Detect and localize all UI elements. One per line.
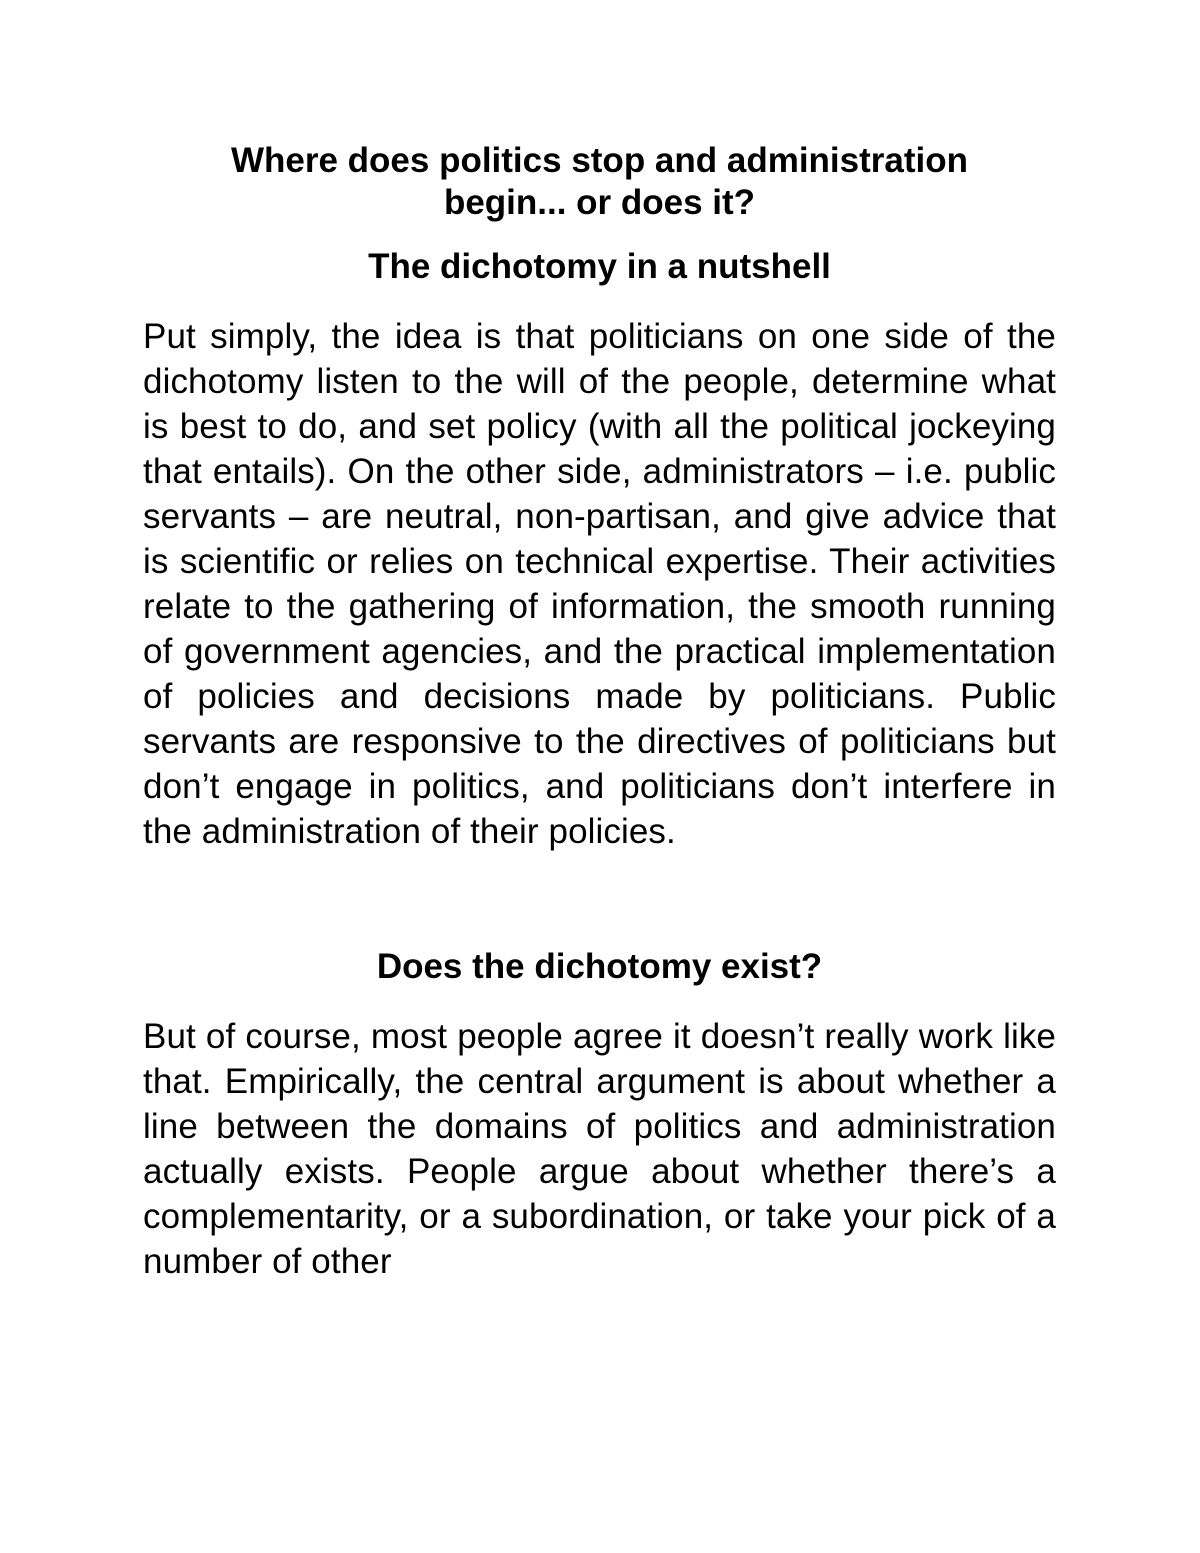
section-heading-exist: Does the dichotomy exist? (376, 947, 823, 986)
section-heading-nutshell: The dichotomy in a nutshell (368, 247, 831, 286)
document-title: Where does politics stop and administration begin... or does it? (230, 141, 969, 222)
document-body (143, 140, 1056, 1284)
section-paragraph-exist: But of course, most people agree it doesn’t really work like that. Empirically, the central argument is about whether a line between the domains of politics and administration actually exists. People argue about whether there’s a complementarity, or a subordination, or take your pick of a number of other (143, 1017, 1056, 1281)
section-paragraph-nutshell: Put simply, the idea is that politicians on one side of the dichotomy listen to the will of the people, determine what is best to do, and set policy (with all the political jockeying that entails). On the other side, administrators – i.e. public servants – are neutral, non-partisan, and give advice that is scientific or relies on technical expertise. Their activities relate to the gathering of information, the smooth running of government agencies, and the practical implementation of policies and decisions made by politicians. Public servants are responsive to the directives of politicians but don’t engage in politics, and politicians don’t interfere in the administration of their policies. (143, 317, 1056, 851)
section-spacer (143, 854, 1056, 946)
